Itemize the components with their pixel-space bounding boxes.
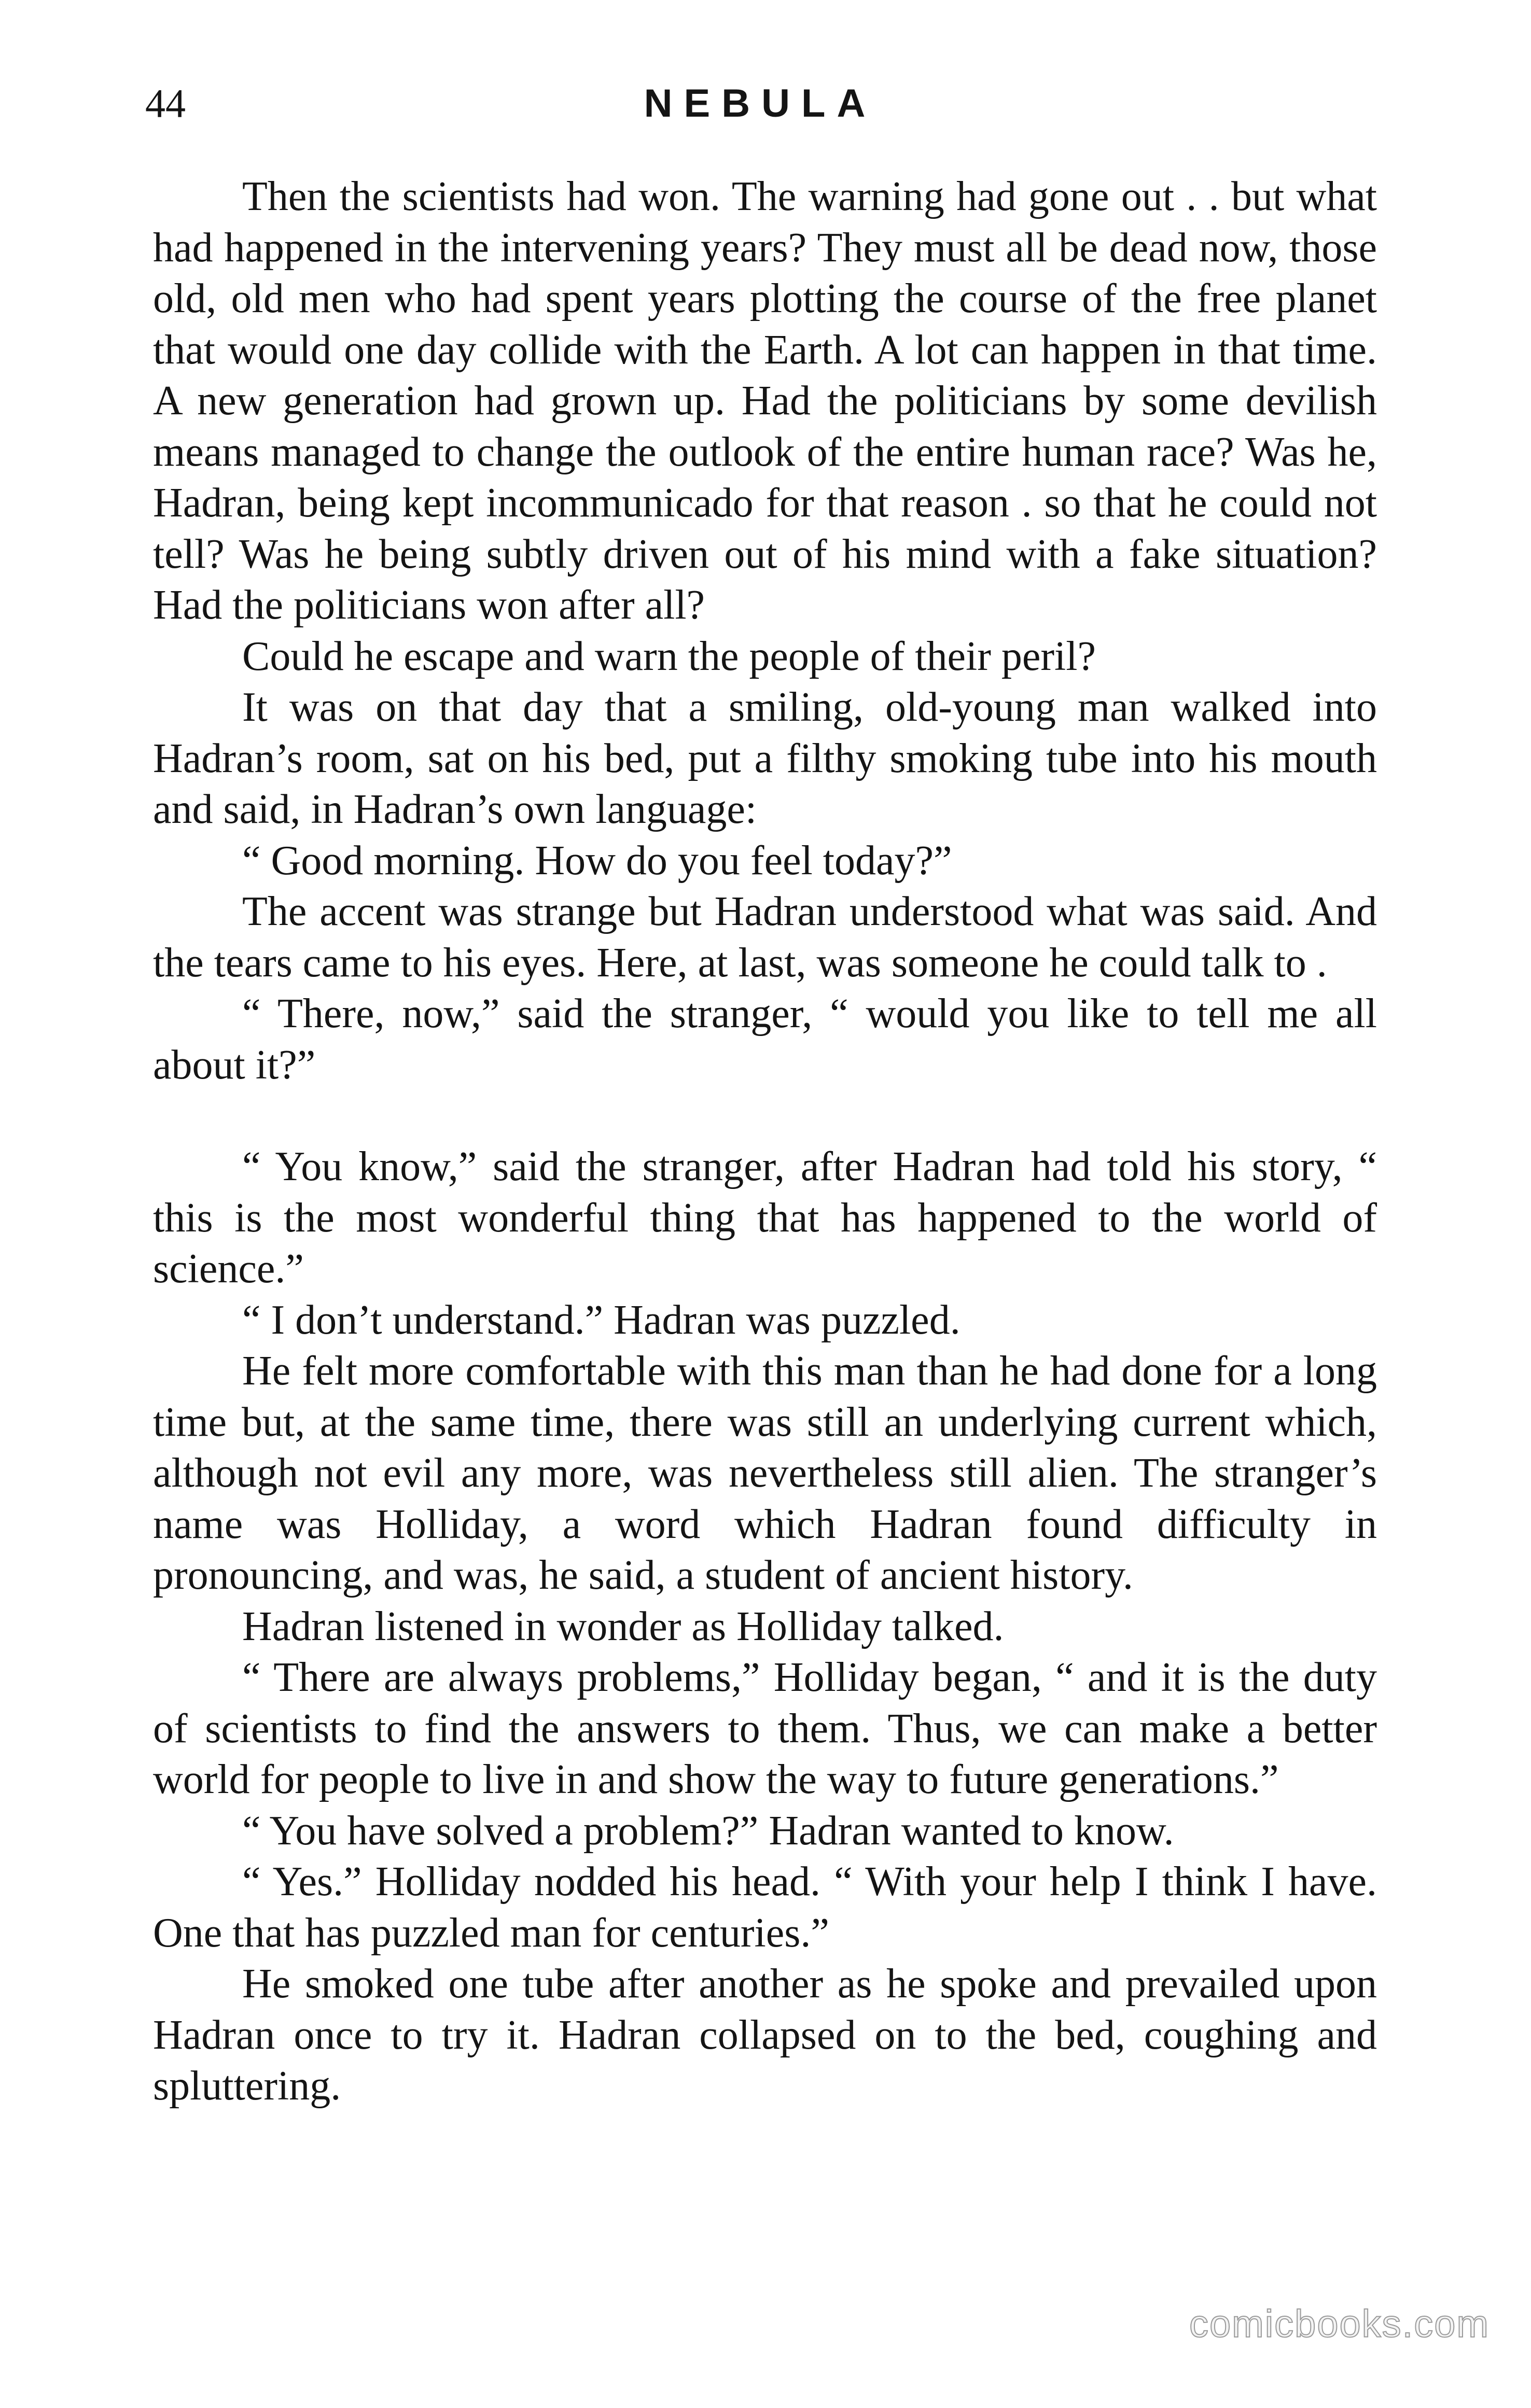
paragraph: “ You know,” said the stranger, after Hadran had told his story, “ this is the most wonderful thing that has happened to the world of science.” (153, 1144, 1377, 1292)
paragraph: “ There, now,” said the stranger, “ would you like to tell me all about it?” (153, 991, 1377, 1088)
paragraph: “ I don’t understand.” Hadran was puzzled. (242, 1297, 961, 1343)
paragraph: “ There are always problems,” Holliday began, “ and it is the duty of scientists to find the answers to them. Thus, we can make a better world for people to live in and show the way to future generations.” (153, 1655, 1377, 1802)
paragraph: He smoked one tube after another as he spoke and prevailed upon Hadran once to try it. Hadran collapsed on to the bed, coughing and spluttering. (153, 1961, 1377, 2109)
paragraph: “ You have solved a problem?” Hadran wanted to know. (242, 1808, 1174, 1854)
page-header (145, 73, 1375, 135)
body-text (153, 171, 1377, 2112)
paragraph: Then the scientists had won. The warning had gone out . . but what had happened in the intervening years? They must all be dead now, those old, old men who had spent years plotting the course of the free planet that would one day collide with the Earth. A lot can happen in that time. A new generation had grown up. Had the politicians by some devilish means managed to change the outlook of the entire human race? Was he, Hadran, being kept incommunicado for that reason . so that he could not tell? Was he being subtly driven out of his mind with a fake situation? Had the politicians won after all? (153, 174, 1377, 628)
paragraph: Could he escape and warn the people of their peril? (242, 633, 1096, 679)
paragraph: It was on that day that a smiling, old-young man walked into Hadran’s room, sat on his bed, put a filthy smoking tube into his mouth and said, in Hadran’s own language: (153, 684, 1377, 832)
paragraph: “ Good morning. How do you feel today?” (242, 837, 952, 884)
watermark: comicbooks.com (1189, 2302, 1490, 2345)
paragraph: Hadran listened in wonder as Holliday talked. (242, 1603, 1004, 1649)
section-break (153, 1090, 1377, 1141)
running-title: NEBULA (644, 81, 877, 125)
paragraph: The accent was strange but Hadran understood what was said. And the tears came to his eyes. Here, at last, was someone he could talk to . (153, 889, 1377, 986)
paragraph: “ Yes.” Holliday nodded his head. “ With your help I think I have. One that has puzzled man for centuries.” (153, 1859, 1377, 1956)
page-number: 44 (145, 81, 186, 126)
paragraph: He felt more comfortable with this man than he had done for a long time but, at the same time, there was still an underlying current which, although not evil any more, was nevertheless still alien. The stranger’s name was Holliday, a word which Hadran found difficulty in pronouncing, and was, he said, a student of ancient history. (153, 1348, 1377, 1598)
